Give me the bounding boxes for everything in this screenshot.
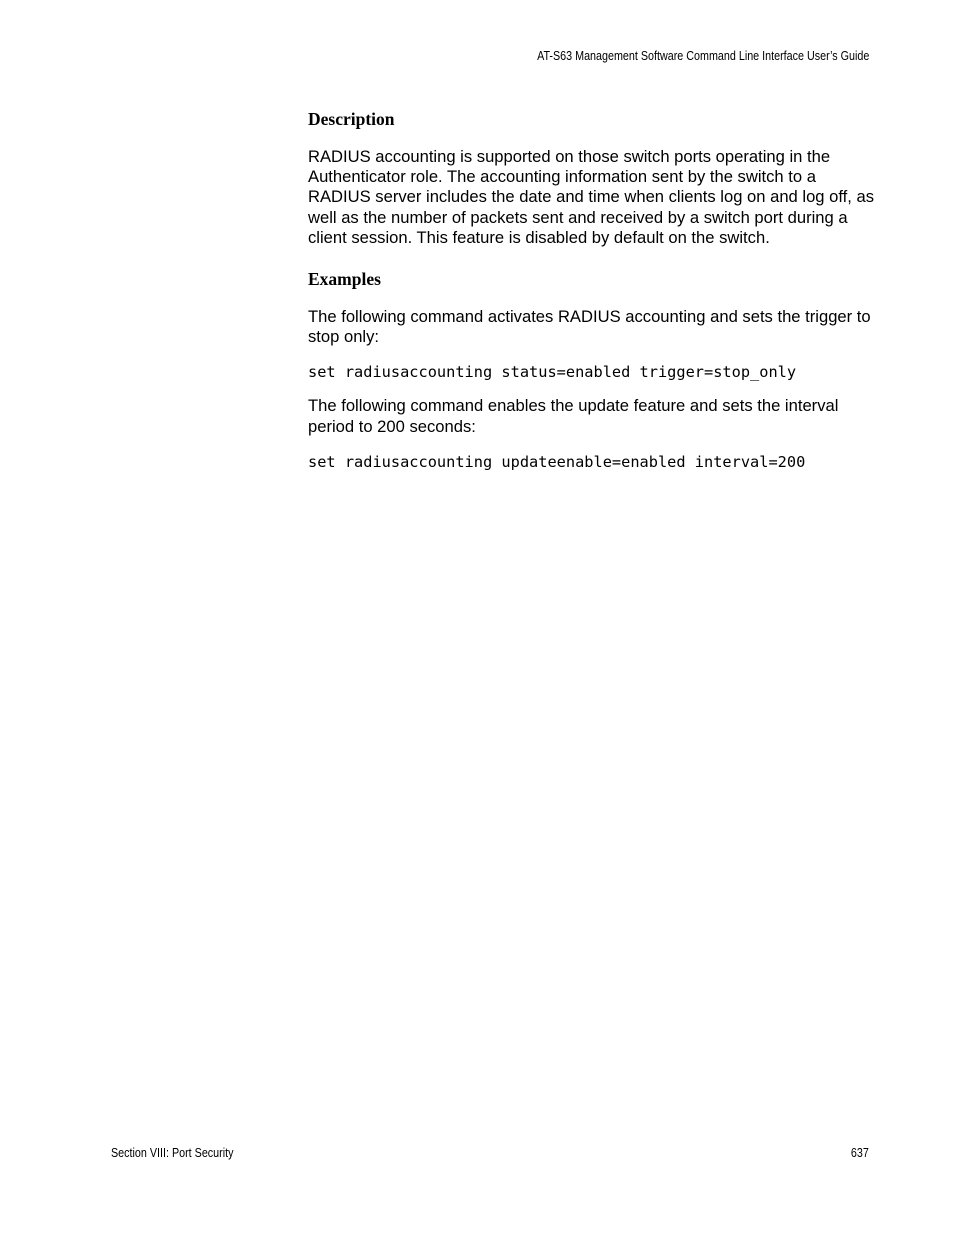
running-header: AT-S63 Management Software Command Line Interface User’s Guide xyxy=(536,49,869,63)
example-paragraph: The following command enables the update feature and sets the interval period to 200 seconds: xyxy=(308,396,839,436)
description-heading: Description xyxy=(308,109,395,129)
example-command: set radiusaccounting updateenable=enabled interval=200 xyxy=(308,452,806,471)
page-content xyxy=(308,108,878,472)
examples-heading: Examples xyxy=(308,269,381,290)
description-paragraph: RADIUS accounting is supported on those switch ports operating in the Authenticator role. The accounting information sent by the switch to a RADIUS server includes the date and time when clients log on and log off, as well as the number of packets sent and received by a switch port during a client session. This feature is disabled by default on the switch. xyxy=(308,147,875,247)
example-command: set radiusaccounting status=enabled trigger=stop_only xyxy=(308,363,797,382)
example-paragraph: The following command activates RADIUS accounting and sets the trigger to stop only: xyxy=(308,307,871,347)
footer-page-number: 637 xyxy=(851,1146,869,1160)
footer-section-title: Section VIII: Port Security xyxy=(111,1146,234,1160)
